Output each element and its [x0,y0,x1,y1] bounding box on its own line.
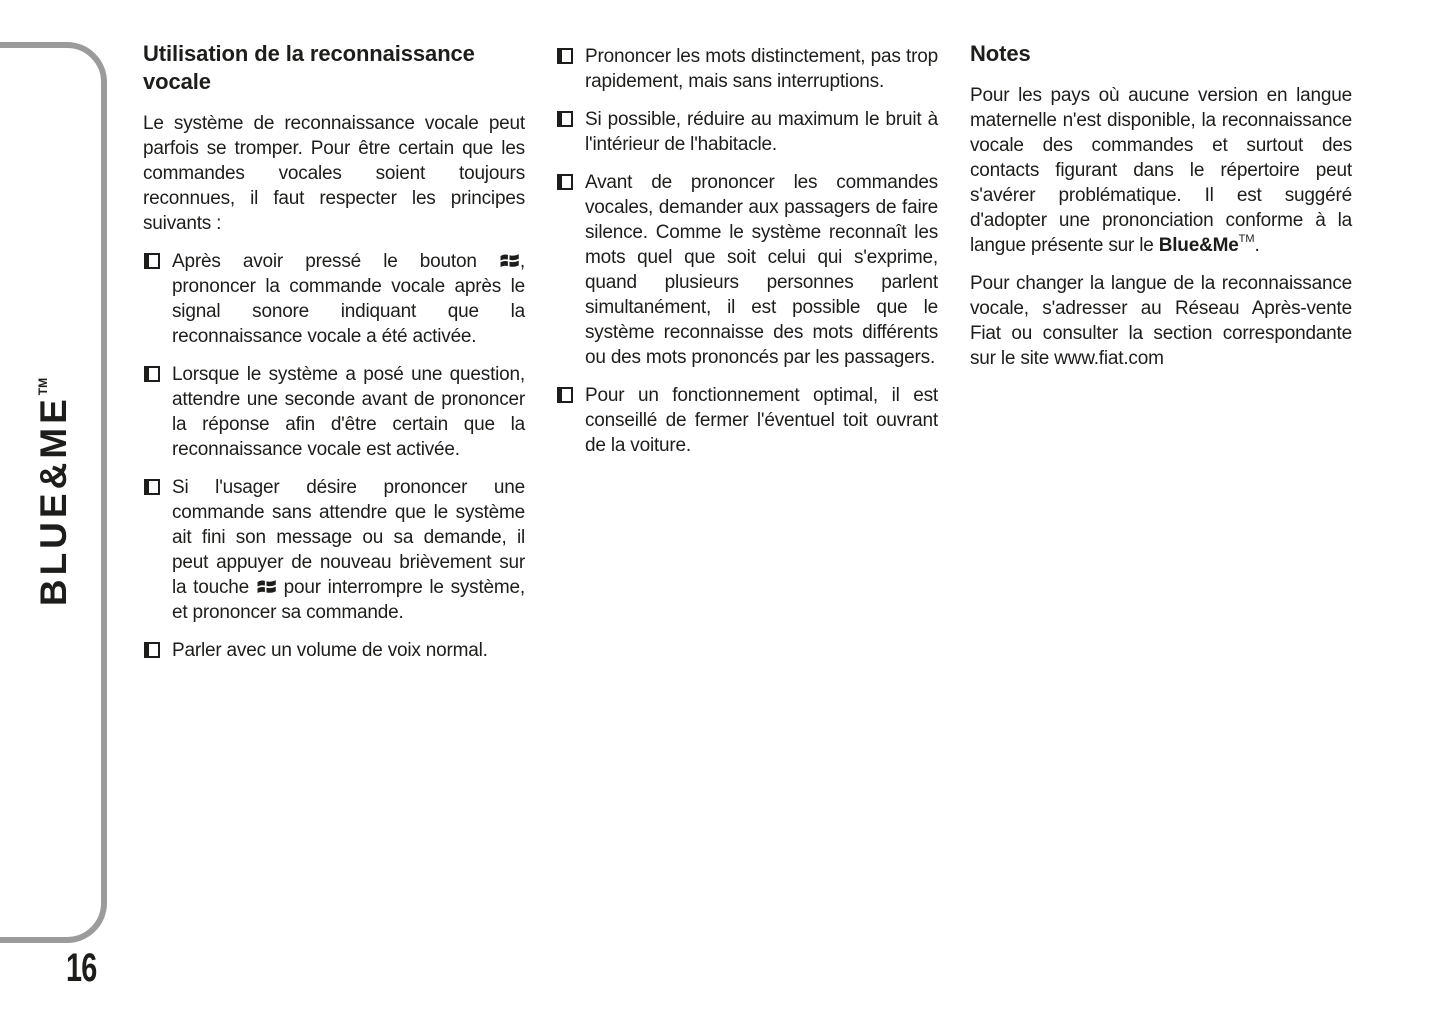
list-item-text: Prononcer les mots distinctement, pas trop rapidement, mais sans interruptions. [585,46,938,92]
notes-paragraph: Pour les pays où aucune version en langue maternelle n'est disponible, la reconnaissance vocale des commandes et surtout des contacts figurant dans le répertoire peut s'avérer problématique. Il est suggéré d'adopter une prononciation conforme à la langue présente sur le Blue&Me™. [970,85,1352,256]
windows-logo-icon [256,578,277,595]
usage-heading: Utilisation de la reconnaissance vocale [143,41,475,94]
checkbox-bullet-icon [557,174,573,190]
column-notes [970,40,1352,384]
list-item [143,475,525,625]
column-voice-tips [556,44,938,458]
checkbox-bullet-icon [144,479,160,495]
column-voice-recognition-usage [143,40,525,663]
checkbox-bullet-icon [557,48,573,64]
logo-trademark-icon: TM [36,377,50,396]
list-item [556,383,938,458]
list-item [143,362,525,462]
checkbox-bullet-icon [557,111,573,127]
usage-intro-paragraph: Le système de reconnaissance vocale peut parfois se tromper. Pour être certain que les commandes vocales soient toujours reconnues, il faut respecter les principes suivants : [143,113,525,234]
checkbox-bullet-icon [144,642,160,658]
notes-paragraph: Pour changer la langue de la reconnaissance vocale, s'adresser au Réseau Après-vente Fiat ou consulter la section correspondante sur le site www.fiat.com [970,273,1352,369]
checkbox-bullet-icon [144,366,160,382]
list-item-text: Si possible, réduire au maximum le bruit à l'intérieur de l'habitacle. [585,109,938,155]
list-item [556,170,938,370]
page-number: 16 [66,946,97,990]
list-item [556,107,938,157]
list-item-text: Pour un fonctionnement optimal, il est conseillé de fermer l'éventuel toit ouvrant de la voiture. [585,385,938,456]
notes-heading: Notes [970,41,1031,66]
list-item-text: Avant de prononcer les commandes vocales, demander aux passagers de faire silence. Comme le système reconnaît les mots quel que soit celui qui s'exprime, quand plusieurs personnes parlent simultanément, il est possible que le système reconnaisse des mots différents ou des mots prononcés par les passagers. [585,172,938,368]
list-item-text: Lorsque le système a posé une question, attendre une seconde avant de prononcer la réponse afin d'être certain que la reconnaissance vocale est activée. [172,364,525,460]
blue-and-me-logo [33,378,75,606]
list-item [556,44,938,94]
list-item-text: Après avoir pressé le bouton , prononcer la commande vocale après le signal sonore indiquant que la reconnaissance vocale a été activée. [172,251,525,347]
list-item-text: Si l'usager désire prononcer une commande sans attendre que le système ait fini son message ou sa demande, il peut appuyer de nouveau brièvement sur la touche pour interrompre le système, et prononcer sa commande. [172,477,525,623]
list-item [143,249,525,349]
list-item-text: Parler avec un volume de voix normal. [172,640,488,661]
logo-text: BLUE&ME [33,395,74,607]
list-item [143,638,525,663]
checkbox-bullet-icon [557,387,573,403]
windows-logo-icon [499,252,520,269]
checkbox-bullet-icon [144,253,160,269]
